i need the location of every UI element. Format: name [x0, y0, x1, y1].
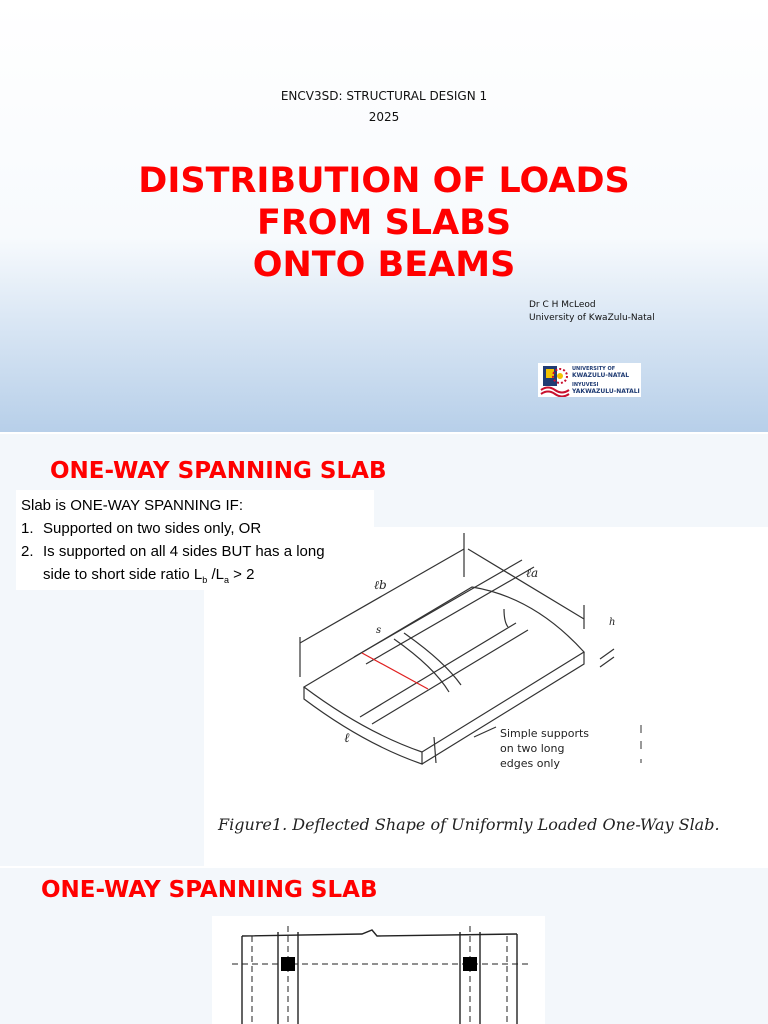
ukzn-crest-icon	[538, 363, 572, 397]
ukzn-logo: UNIVERSITY OF KWAZULU-NATAL INYUVESI YAKWAZULU-NATALI	[538, 363, 641, 397]
title-line-2: FROM SLABS	[256, 203, 512, 243]
definition-textbox	[16, 490, 374, 590]
definition-intro: Slab is ONE-WAY SPANNING IF:	[21, 497, 243, 514]
slide-heading: ONE-WAY SPANNING SLAB	[41, 877, 378, 903]
figure-caption: Figure1. Deflected Shape of Uniformly Loaded One-Way Slab.	[218, 815, 720, 834]
svg-text:ℓ: ℓ	[344, 731, 350, 746]
one-way-slab-slide-2	[0, 868, 768, 1024]
svg-text:h: h	[609, 617, 616, 628]
svg-text:edges only: edges only	[500, 757, 560, 770]
course-code: ENCV3SD: STRUCTURAL DESIGN 1	[280, 89, 488, 103]
one-way-slab-slide	[0, 434, 768, 866]
svg-text:Simple supports: Simple supports	[500, 727, 590, 740]
svg-text:ℓa: ℓa	[526, 566, 539, 580]
author-block	[529, 299, 655, 325]
title-line-1: DISTRIBUTION OF LOADS	[138, 161, 630, 201]
slab-plan-figure	[212, 916, 545, 1024]
list-item: 1. Supported on two sides only, OR	[21, 520, 262, 537]
author-name: Dr C H McLeod	[529, 300, 596, 310]
svg-text:ℓb: ℓb	[374, 578, 387, 592]
author-institution: University of KwaZulu-Natal	[529, 313, 655, 323]
slide-heading: ONE-WAY SPANNING SLAB	[50, 458, 387, 484]
course-year: 2025	[368, 110, 400, 124]
slab-plan-diagram	[212, 916, 545, 1024]
title-slide	[0, 0, 768, 432]
list-item-continuation: side to short side ratio $L_b$ $/L_a > 2$	[43, 566, 255, 585]
list-item: 2. Is supported on all 4 sides BUT has a long	[21, 543, 325, 560]
presentation-title	[0, 160, 768, 286]
title-line-3: ONTO BEAMS	[252, 245, 516, 285]
svg-text:s: s	[376, 625, 382, 636]
svg-text:on two long: on two long	[500, 742, 565, 755]
